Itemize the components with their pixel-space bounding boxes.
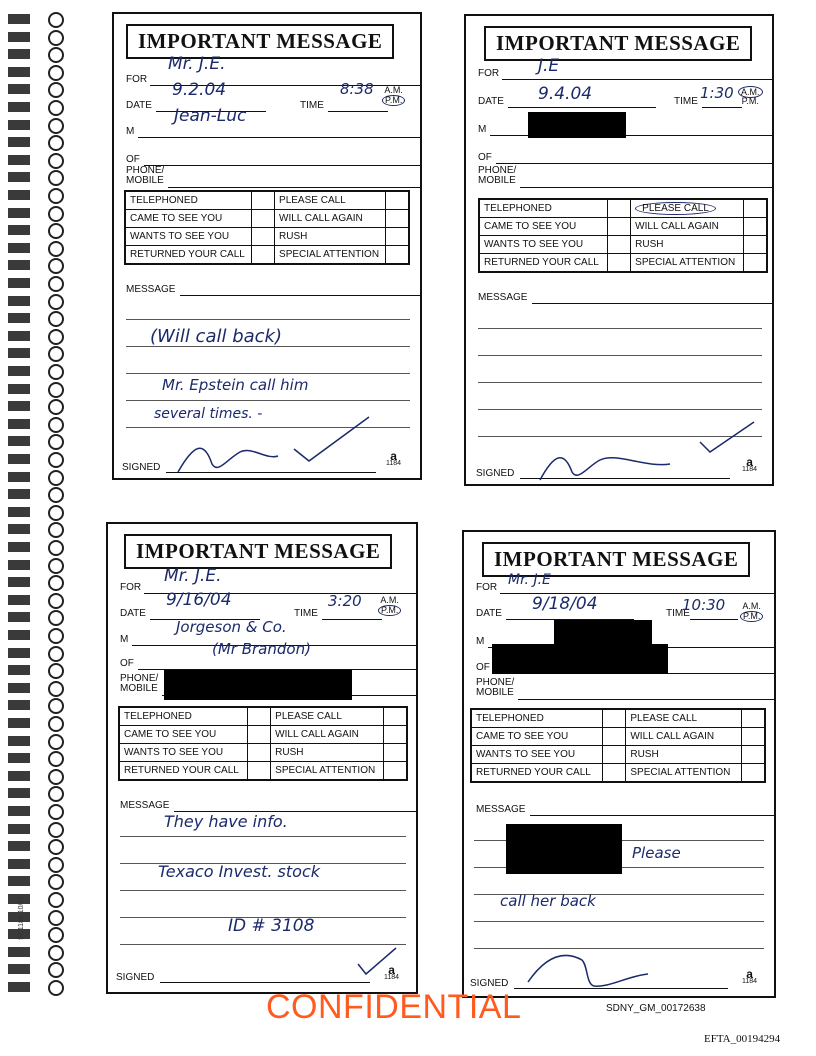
slip-title: IMPORTANT MESSAGE [124,534,392,569]
binding-ring [8,294,70,308]
message-label: MESSAGE [126,284,176,295]
pm-label: P.M. [740,611,763,622]
check-options [124,190,410,265]
for-value: J.E [538,56,560,76]
phone-field [478,166,516,186]
opt-returned-your-call: RETURNED YOUR CALL [471,764,603,783]
binding-ring [8,522,70,536]
for-value: Mr. J.E [508,572,551,588]
message-slip-1 [112,12,422,480]
binding-ring [8,399,70,413]
for-label: FOR [476,582,498,593]
binding-ring [8,434,70,448]
signature-scrawl [536,440,676,484]
for-field [120,582,141,593]
efta-number: EFTA_00194294 [704,1033,781,1045]
for-value: Mr. J.E. [168,54,226,74]
date-value: 9.2.04 [172,80,227,100]
opt-wants-to-see-you: WANTS TO SEE YOU [119,744,248,762]
signed-label: SIGNED [470,978,509,989]
signed-label: SIGNED [116,972,155,983]
slip-title: IMPORTANT MESSAGE [482,542,750,577]
signature-scrawl [524,946,654,992]
binding-ring [8,540,70,554]
opt-came-to-see-you: CAME TO SEE YOU [119,726,248,744]
message-field [120,800,169,811]
for-label: FOR [120,582,142,593]
date-label: DATE [478,96,504,107]
am-label: A.M. [742,601,761,611]
for-label: FOR [126,74,148,85]
time-label: TIME [666,608,690,619]
binding-ring [8,610,70,624]
of-label: OF [478,152,492,163]
message-slip-4 [462,530,776,998]
opt-returned-your-call: RETURNED YOUR CALL [479,254,608,273]
opt-will-call-again: WILL CALL AGAIN [626,728,742,746]
redaction-box [528,112,626,138]
phone-label: PHONE/ [126,165,165,176]
for-field [476,582,497,593]
binding-ring [8,206,70,220]
binding-ring [8,258,70,272]
message-label: MESSAGE [478,292,528,303]
check-options [470,708,766,783]
time-value: 8:38 [340,80,374,98]
message-field [476,804,525,815]
phone-field [476,678,514,698]
of-value: (Mr Brandon) [212,640,311,658]
signed-field [116,972,154,983]
mobile-label: MOBILE [120,683,158,694]
confidential-stamp: CONFIDENTIAL [266,988,522,1026]
slip-title: IMPORTANT MESSAGE [484,26,752,61]
opt-wants-to-see-you: WANTS TO SEE YOU [471,746,603,764]
opt-please-call: PLEASE CALL [271,707,384,726]
binding-ring [8,30,70,44]
binding-ring [8,153,70,167]
binding-ring [8,346,70,360]
binding-ring [8,628,70,642]
opt-special-attention: SPECIAL ATTENTION [271,762,384,781]
binding-ring [8,505,70,519]
am-label: A.M. [738,86,763,98]
binding-ring [8,857,70,871]
message-line-1: Please [632,844,681,862]
opt-please-call: PLEASE CALL [631,199,744,218]
checkmark-icon [692,416,762,460]
phone-label: PHONE/ [476,677,515,688]
date-label: DATE [476,608,502,619]
time-value: 3:20 [328,592,362,610]
binding-ring [8,769,70,783]
check-options [478,198,768,273]
m-field [126,126,134,137]
binding-ring [8,135,70,149]
binding-ring [8,874,70,888]
opt-special-attention: SPECIAL ATTENTION [626,764,742,783]
date-value: 9/18/04 [532,594,598,614]
message-field [126,284,175,295]
check-options [118,706,408,781]
binding-ring [8,945,70,959]
binding-ring [8,311,70,325]
binding-ring [8,839,70,853]
message-line-3: ID # 3108 [228,916,315,936]
form-number-badge: a 1184 [386,449,402,467]
date-value: 9.4.04 [538,84,593,104]
pm-label: P.M. [378,605,401,616]
binding-ring [8,65,70,79]
binding-ring [8,100,70,114]
m-label: M [126,126,135,137]
binding-ring [8,786,70,800]
opt-special-attention: SPECIAL ATTENTION [275,246,386,265]
binding-ring [8,804,70,818]
binding-ring [8,663,70,677]
message-line-1: They have info. [164,812,288,831]
time-label: TIME [300,100,324,111]
date-field [478,96,698,107]
binding-ring [8,12,70,26]
m-field [476,636,484,647]
binding-ring [8,364,70,378]
binding-ring [8,118,70,132]
binding-ring [8,962,70,976]
message-line-2: call her back [500,892,596,910]
binding-ring [8,593,70,607]
redaction-box [492,644,668,674]
m-field [478,124,486,135]
m-value: Jean-Luc [174,106,247,126]
opt-returned-your-call: RETURNED YOUR CALL [119,762,248,781]
opt-came-to-see-you: CAME TO SEE YOU [125,210,252,228]
opt-rush: RUSH [631,236,744,254]
form-code-vertical: SC1184 10/01 [18,895,25,940]
phone-label: PHONE/ [478,165,517,176]
message-label: MESSAGE [120,800,170,811]
date-label: DATE [120,608,146,619]
message-line-2: Texaco Invest. stock [158,862,320,881]
date-field [476,608,690,619]
of-field [126,154,140,165]
signed-field [476,468,514,479]
message-field [478,292,527,303]
message-line-1: (Will call back) [150,326,282,347]
for-value: Mr. J.E. [164,566,222,586]
form-number-badge: a 1184 [384,963,400,981]
opt-will-call-again: WILL CALL AGAIN [275,210,386,228]
binding-ring [8,470,70,484]
binding-ring [8,487,70,501]
signed-field [122,462,160,473]
of-field [478,152,492,163]
of-label: OF [120,658,134,669]
message-line-2: Mr. Epstein call him [162,376,309,394]
binding-ring [8,452,70,466]
opt-wants-to-see-you: WANTS TO SEE YOU [479,236,608,254]
pm-label: P.M. [382,95,405,106]
date-value: 9/16/04 [166,590,232,610]
binding-ring [8,681,70,695]
mobile-label: MOBILE [478,175,516,186]
phone-label: PHONE/ [120,673,159,684]
of-field [476,662,490,673]
m-label: M [476,636,485,647]
time-value: 1:30 [700,84,734,102]
opt-came-to-see-you: CAME TO SEE YOU [471,728,603,746]
signed-label: SIGNED [476,468,515,479]
m-label: M [478,124,487,135]
spiral-binding [0,0,80,1010]
binding-ring [8,241,70,255]
binding-ring [8,751,70,765]
opt-telephoned: TELEPHONED [119,707,248,726]
am-pm-indicator [740,602,763,622]
date-field [126,100,324,111]
opt-rush: RUSH [626,746,742,764]
binding-ring [8,170,70,184]
opt-please-call: PLEASE CALL [275,191,386,210]
message-slip-2 [464,14,774,486]
binding-ring [8,276,70,290]
binding-ring [8,646,70,660]
opt-will-call-again: WILL CALL AGAIN [271,726,384,744]
date-label: DATE [126,100,152,111]
form-number-badge: a 1184 [742,967,758,985]
opt-telephoned: TELEPHONED [479,199,608,218]
am-pm-indicator [738,88,763,106]
opt-rush: RUSH [275,228,386,246]
signed-label: SIGNED [122,462,161,473]
doc-id: SDNY_GM_00172638 [606,1003,706,1014]
m-value: Jorgeson & Co. [176,618,287,636]
opt-came-to-see-you: CAME TO SEE YOU [479,218,608,236]
phone-field [126,166,164,186]
time-label: TIME [674,96,698,107]
for-field [478,68,499,79]
checkmark-icon [284,409,384,469]
am-label: A.M. [380,595,399,605]
m-field [120,634,128,645]
opt-rush: RUSH [271,744,384,762]
binding-ring [8,223,70,237]
binding-ring [8,329,70,343]
slip-title: IMPORTANT MESSAGE [126,24,394,59]
signature-scrawl [174,434,284,478]
time-value: 10:30 [682,596,726,614]
am-pm-indicator [382,86,405,106]
binding-ring [8,734,70,748]
binding-ring [8,188,70,202]
binding-ring [8,417,70,431]
opt-please-call: PLEASE CALL [626,709,742,728]
am-label: A.M. [384,85,403,95]
time-label: TIME [294,608,318,619]
opt-special-attention: SPECIAL ATTENTION [631,254,744,273]
for-field [126,74,147,85]
am-pm-indicator [378,596,401,616]
form-number-badge: a 1184 [742,455,758,473]
opt-returned-your-call: RETURNED YOUR CALL [125,246,252,265]
of-label: OF [476,662,490,673]
message-label: MESSAGE [476,804,526,815]
opt-wants-to-see-you: WANTS TO SEE YOU [125,228,252,246]
mobile-label: MOBILE [126,175,164,186]
binding-ring [8,382,70,396]
binding-ring [8,575,70,589]
date-field [120,608,318,619]
binding-ring [8,558,70,572]
binding-ring [8,822,70,836]
opt-will-call-again: WILL CALL AGAIN [631,218,744,236]
of-field [120,658,134,669]
binding-ring [8,82,70,96]
binding-ring [8,47,70,61]
binding-ring [8,716,70,730]
redaction-box [506,824,622,874]
opt-telephoned: TELEPHONED [125,191,252,210]
binding-ring [8,698,70,712]
pm-label: P.M. [741,96,759,106]
opt-telephoned: TELEPHONED [471,709,603,728]
of-label: OF [126,154,140,165]
message-line-3: several times. - [154,406,263,422]
mobile-label: MOBILE [476,687,514,698]
phone-field [120,674,158,694]
for-label: FOR [478,68,500,79]
m-label: M [120,634,129,645]
message-slip-3 [106,522,418,994]
redaction-box [164,670,352,700]
binding-ring [8,980,70,994]
